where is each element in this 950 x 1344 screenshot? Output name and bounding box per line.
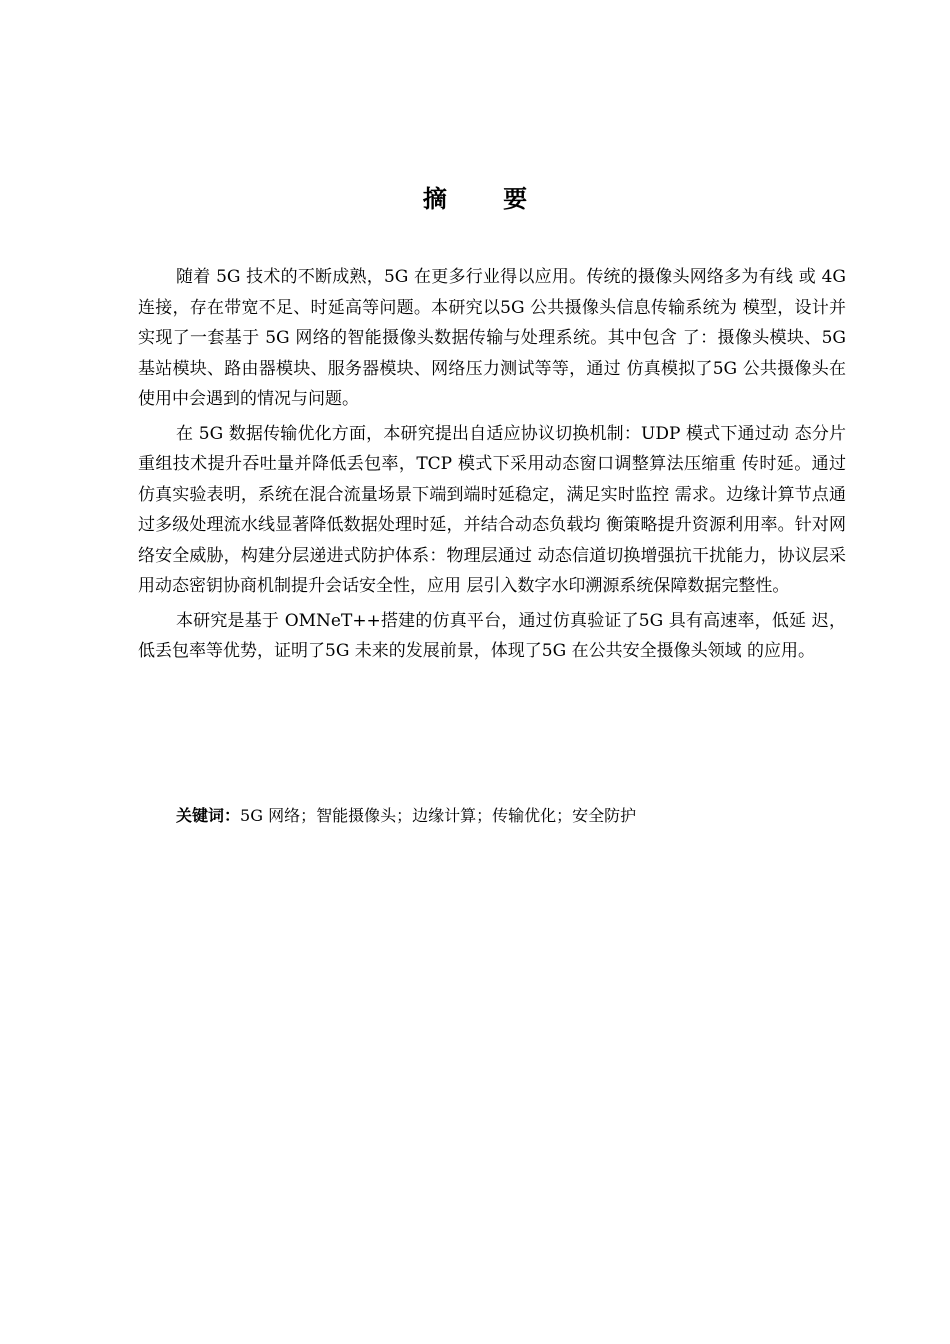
keywords-line	[176, 801, 636, 831]
page-title: 摘 要	[422, 184, 552, 213]
keywords-text: 5G 网络；智能摄像头；边缘计算；传输优化；安全防护	[240, 806, 637, 825]
abstract-paragraph-3: 本研究是基于 OMNeT++搭建的仿真平台，通过仿真验证了5G 具有高速率，低延 迟，低丢包率等优势，证明了5G 未来的发展前景，体现了5G 在公共安全摄像头领域 的应用。	[138, 610, 846, 661]
abstract-paragraph-2: 在 5G 数据传输优化方面，本研究提出自适应协议切换机制：UDP 模式下通过动 态分片重组技术提升吞吐量并降低丢包率，TCP 模式下采用动态窗口调整算法压缩重 传时延。通过仿真实验表明，系统在混合流量场景下端到端时延稳定，满足实时监控 需求。边缘计算节点通过多级处理流水线显著降低数据处理时延，并结合动态负载均 衡策略提升资源利用率。针对网络安全威胁，构建分层递进式防护体系：物理层通过 动态信道切换增强抗干扰能力，协议层采用动态密钥协商机制提升会话安全性，应用 层引入数字水印溯源系统保障数据完整性。	[138, 423, 846, 596]
abstract-paragraph-1: 随着 5G 技术的不断成熟，5G 在更多行业得以应用。传统的摄像头网络多为有线 或 4G 连接，存在带宽不足、时延高等问题。本研究以5G 公共摄像头信息传输系统为 模型，设计并实现了一套基于 5G 网络的智能摄像头数据传输与处理系统。其中包含 了：摄像头模块、5G 基站模块、路由器模块、服务器模块、网络压力测试等等，通过 仿真模拟了5G 公共摄像头在使用中会遇到的情况与问题。	[138, 267, 846, 409]
abstract-body	[138, 262, 846, 671]
keywords-label: 关键词：	[176, 806, 241, 825]
